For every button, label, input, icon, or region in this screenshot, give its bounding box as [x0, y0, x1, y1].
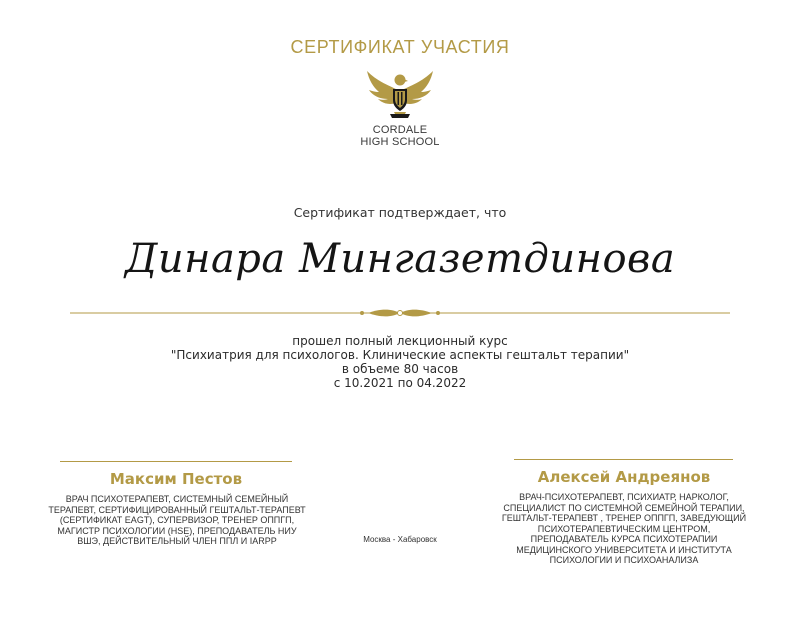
course-line-2: "Психиатрия для психологов. Клинические аспекты гештальт терапии" — [170, 348, 630, 362]
school-name — [0, 124, 800, 148]
signer-desc-right-line: СПЕЦИАЛИСТ ПО СИСТЕМНОЙ СЕМЕЙНОЙ ТЕРАПИИ, — [503, 502, 745, 513]
ornament-divider — [70, 306, 730, 320]
course-info — [0, 334, 800, 390]
city-text: Москва - Хабаровск — [363, 535, 437, 544]
signer-desc-right-line: ПСИХОТЕРАПЕВТИЧЕСКИМ ЦЕНТРОМ, — [537, 523, 711, 534]
signer-desc-right — [500, 492, 748, 566]
recipient-name: Динара Мингазетдинова — [124, 236, 676, 282]
signature-line-right — [514, 459, 733, 460]
certificate-title: СЕРТИФИКАТ УЧАСТИЯ — [290, 37, 510, 57]
school-name-line2: HIGH SCHOOL — [360, 136, 440, 148]
course-line-4: с 10.2021 по 04.2022 — [333, 376, 467, 390]
signer-desc-left-line: ТЕРАПЕВТ, СЕРТИФИЦИРОВАННЫЙ ГЕШТАЛЬТ-ТЕРАПЕВТ — [48, 504, 306, 515]
signer-desc-right-line: ГЕШТАЛЬТ-ТЕРАПЕВТ , ТРЕНЕР ОППГП, ЗАВЕДУЮЩИЙ — [501, 513, 747, 523]
signer-name-left: Максим Пестов — [109, 470, 243, 488]
signer-desc-left-line: (СЕРТИФИКАТ EAGT), СУПЕРВИЗОР, ТРЕНЕР ОППГП, — [59, 515, 295, 525]
signer-desc-right-line: ПРЕПОДАВАТЕЛЬ КУРСА ПСИХОТЕРАПИИ — [530, 534, 718, 544]
school-name-line1: CORDALE — [372, 124, 428, 136]
signer-desc-left — [46, 494, 308, 547]
course-line-3: в объеме 80 часов — [341, 362, 459, 376]
signer-name-right: Алексей Андреянов — [537, 468, 711, 486]
confirm-text: Сертификат подтверждает, что — [293, 205, 507, 220]
signer-desc-left-line: ВШЭ, ДЕЙСТВИТЕЛЬНЫЙ ЧЛЕН ППЛ И IARPP — [77, 536, 277, 546]
signer-desc-left-line: МАГИСТР ПСИХОЛОГИИ (HSE), ПРЕПОДАВАТЕЛЬ НИУ — [57, 525, 297, 536]
eagle-crest-icon — [364, 68, 436, 120]
signer-desc-right-line: МЕДИЦИНСКОГО УНИВЕРСИТЕТА И ИНСТИТУТА — [516, 544, 732, 555]
signer-desc-right-line: ПСИХОЛОГИИ И ПСИХОАНАЛИЗА — [549, 555, 699, 565]
signature-line-left — [60, 461, 292, 462]
signer-desc-right-line: ВРАЧ-ПСИХОТЕРАПЕВТ, ПСИХИАТР, НАРКОЛОГ, — [519, 492, 729, 502]
course-line-1: прошел полный лекционный курс — [292, 334, 508, 348]
signer-desc-left-line: ВРАЧ ПСИХОТЕРАПЕВТ, СИСТЕМНЫЙ СЕМЕЙНЫЙ — [65, 494, 289, 504]
